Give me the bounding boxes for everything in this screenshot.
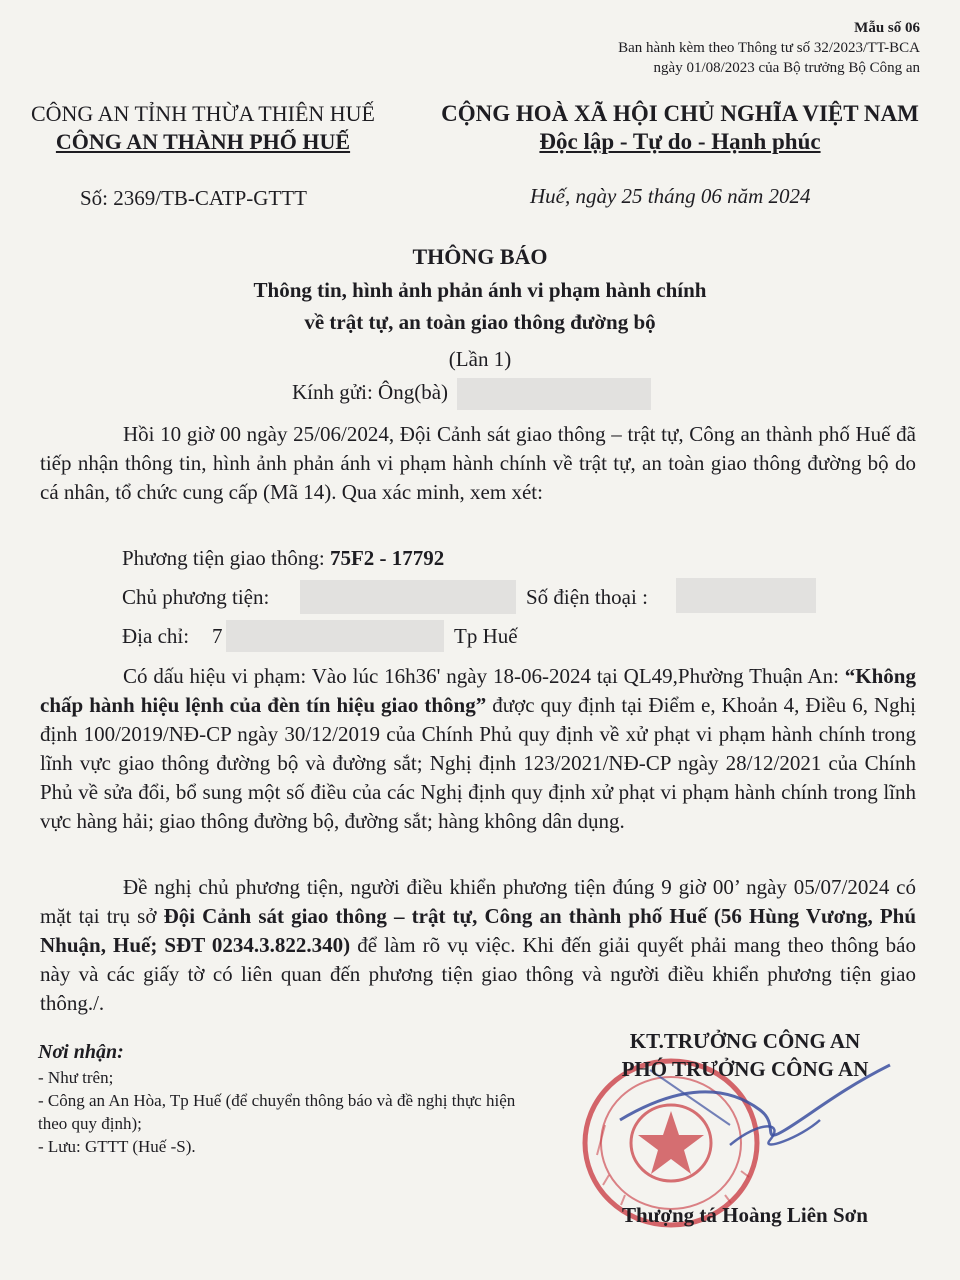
doc-subtitle-2: về trật tự, an toàn giao thông đường bộ xyxy=(304,310,656,334)
motto-slogan xyxy=(420,128,940,156)
intro-paragraph: Hồi 10 giờ 00 ngày 25/06/2024, Đội Cảnh sát giao thông – trật tự, Công an thành phố Huế đã tiếp nhận thông tin, hình ảnh phản ánh vi phạm hành chính về trật tự, an toàn giao thông đường bộ do cá nhân, tổ chức cung cấp (Mã 14). Qua xác minh, xem xét: xyxy=(40,422,916,504)
doc-subtitle-1: Thông tin, hình ảnh phản ánh vi phạm hành chính xyxy=(253,278,707,302)
violation-text-2: được quy định tại Điểm e, Khoản 4, Điều 6, Nghị định 100/2019/NĐ-CP ngày 30/12/2019 của Chính Phủ quy định về xử phạt vi phạm hành chính trong lĩnh vực giao thông đường bộ và đường sắt; Nghị định 123/2021/NĐ-CP ngày 28/12/2021 của Chính Phủ về sửa đổi, bổ sung một số điều của các Nghị định quy định xử phạt vi phạm hành chính trong lĩnh vực hàng hải; giao thông đường bộ, đường sắt; hàng không dân dụng. xyxy=(40,693,916,833)
vehicle-line xyxy=(122,546,444,571)
form-line-2: ngày 01/08/2023 của Bộ trưởng Bộ Công an xyxy=(653,60,920,76)
request-text-1: Đề nghị chủ phương tiện, người điều khiển phương tiện đúng 9 giờ 00’ ngày 05/07/2024 có mặt tại trụ sở xyxy=(40,875,916,928)
addressee-line xyxy=(292,378,651,410)
recipient-item: - Công an An Hòa, Tp Huế (để chuyển thông báo và đề nghị thực hiện theo quy định); xyxy=(38,1091,516,1133)
form-reference xyxy=(618,18,920,78)
recipients-heading: Nơi nhận: xyxy=(38,1041,124,1063)
violation-title: “Không chấp hành hiệu lệnh của đèn tín hiệu giao thông” xyxy=(40,664,916,717)
signer-name: Thượng tá Hoàng Liên Sơn xyxy=(622,1203,868,1227)
agency-name-text: CÔNG AN THÀNH PHỐ HUẾ xyxy=(55,129,351,154)
form-line-1: Ban hành kèm theo Thông tư số 32/2023/TT-BCA xyxy=(618,40,920,56)
doc-title: THÔNG BÁO xyxy=(412,244,548,269)
national-motto xyxy=(420,100,940,156)
place-date: Huế, ngày 25 tháng 06 năm 2024 xyxy=(530,184,811,208)
agency-parent: CÔNG AN TỈNH THỪA THIÊN HUẾ xyxy=(30,101,375,126)
addressee-label: Kính gửi: Ông(bà) xyxy=(292,379,449,404)
request-text-2: để làm rõ vụ việc. Khi đến giải quyết phải mang theo thông báo này và các giấy tờ có liên quan đến phương tiện giao thông và người điều khiển phương tiện giao thông./. xyxy=(40,933,916,1015)
form-number: Mẫu số 06 xyxy=(854,20,920,36)
signature-title-1: KT.TRƯỞNG CÔNG AN xyxy=(629,1029,861,1053)
vehicle-label: Phương tiện giao thông: xyxy=(122,546,325,570)
owner-label: Chủ phương tiện: xyxy=(122,585,270,609)
address-city: Tp Huế xyxy=(454,624,518,648)
recipients-block xyxy=(38,1038,518,1158)
phone-redaction xyxy=(676,578,816,613)
document-number: Số: 2369/TB-CATP-GTTT xyxy=(80,186,307,210)
doc-round: (Lần 1) xyxy=(448,347,512,371)
motto-slogan-text: Độc lập - Tự do - Hạnh phúc xyxy=(539,129,821,154)
address-prefix: 7 xyxy=(212,624,223,648)
addressee-redaction xyxy=(457,378,651,410)
recipient-item: - Lưu: GTTT (Huế -S). xyxy=(38,1137,196,1156)
signature-title-2: PHÓ TRƯỞNG CÔNG AN xyxy=(621,1057,869,1081)
recipient-item: - Như trên; xyxy=(38,1068,114,1087)
request-office: Đội Cảnh sát giao thông – trật tự, Công an thành phố Huế (56 Hùng Vương, Phú Nhuận, Huế; SĐT 0234.3.822.340) xyxy=(40,904,917,957)
violation-paragraph xyxy=(40,662,916,836)
agency-name xyxy=(18,128,388,156)
address-redaction xyxy=(226,620,444,652)
vehicle-plate: 75F2 - 17792 xyxy=(329,546,445,570)
agency-header xyxy=(18,100,388,156)
violation-text-1: Có dấu hiệu vi phạm: Vào lúc 16h36' ngày 18-06-2024 tại QL49,Phường Thuận An: xyxy=(123,664,845,688)
request-paragraph xyxy=(40,873,916,1018)
phone-label: Số điện thoại : xyxy=(526,585,648,609)
country-name: CỘNG HOÀ XÃ HỘI CHỦ NGHĨA VIỆT NAM xyxy=(441,101,919,126)
owner-redaction xyxy=(300,580,516,614)
address-label: Địa chỉ: xyxy=(122,624,190,648)
